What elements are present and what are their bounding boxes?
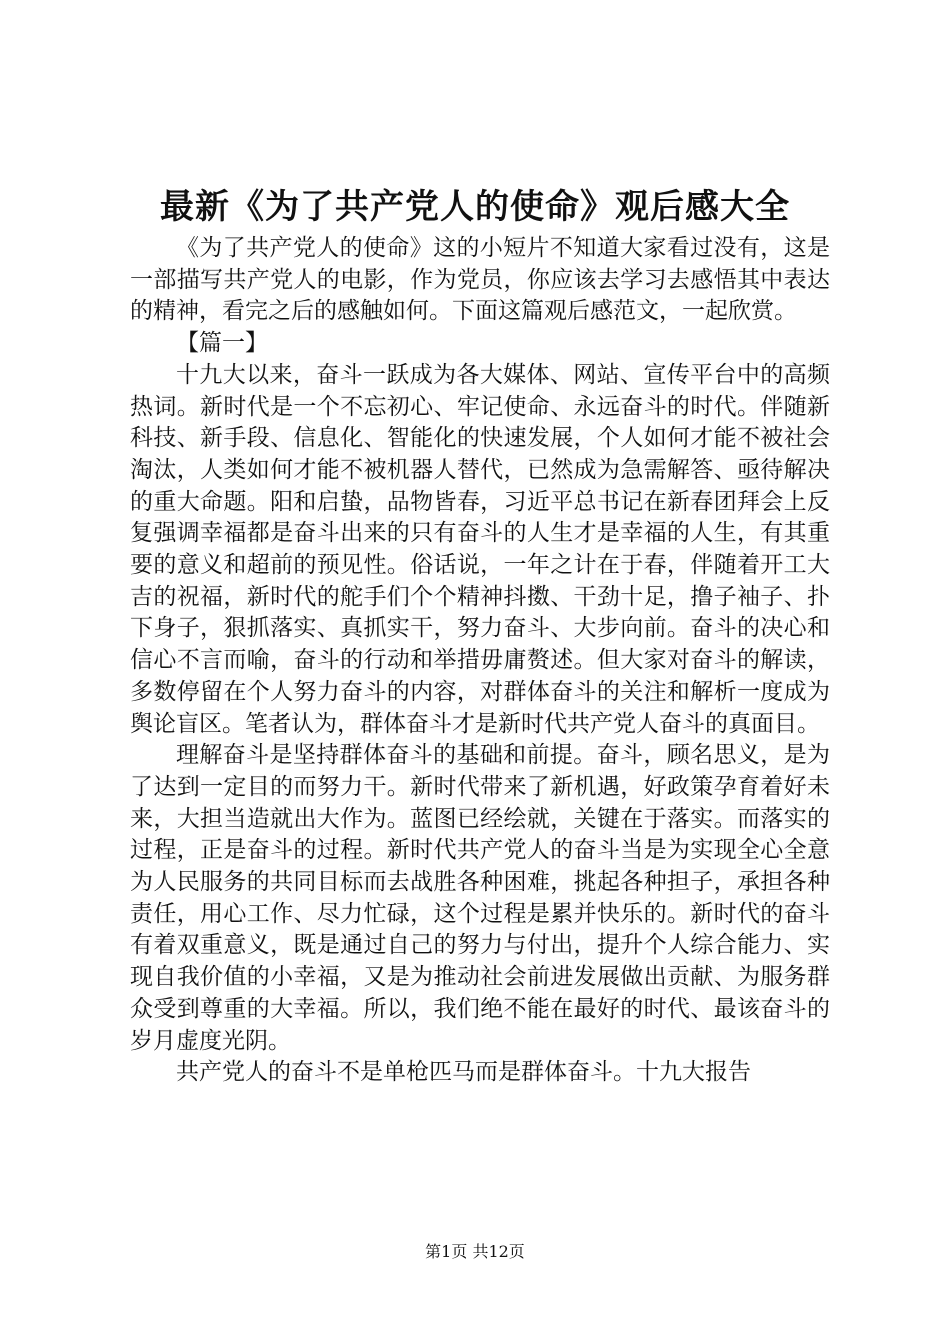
- paragraph: 理解奋斗是坚持群体奋斗的基础和前提。奋斗，顾名思义，是为了达到一定目的而努力干。新时代带来了新机遇，好政策孕育着好未来，大担当造就出大作为。蓝图已经绘就，关键在于落实。而落实的过程，正是奋斗的过程。新时代共产党人的奋斗当是为实现全心全意为人民服务的共同目标而去战胜各种困难，挑起各种担子，承担各种责任，用心工作、尽力忙碌，这个过程是累并快乐的。新时代的奋斗有着双重意义，既是通过自己的努力与付出，提升个人综合能力、实现自我价值的小幸福，又是为推动社会前进发展做出贡献、为服务群众受到尊重的大幸福。所以，我们绝不能在最好的时代、最该奋斗的岁月虚度光阴。: [130, 742, 830, 1054]
- document-body: [130, 233, 830, 1089]
- paragraph-intro: 《为了共产党人的使命》这的小短片不知道大家看过没有，这是一部描写共产党人的电影，作为党员，你应该去学习去感悟其中表达的精神，看完之后的感触如何。下面这篇观后感范文，一起欣赏。: [130, 235, 830, 325]
- section-heading: 【篇一】: [176, 330, 268, 357]
- document-title: 最新《为了共产党人的使命》观后感大全: [160, 187, 790, 227]
- paragraph: 十九大以来，奋斗一跃成为各大媒体、网站、宣传平台中的高频热词。新时代是一个不忘初心、牢记使命、永远奋斗的时代。伴随新科技、新手段、信息化、智能化的快速发展，个人如何才能不被社会淘汰，人类如何才能不被机器人替代，已然成为急需解答、亟待解决的重大命题。阳和启蛰，品物皆春，习近平总书记在新春团拜会上反复强调幸福都是奋斗出来的只有奋斗的人生才是幸福的人生，有其重要的意义和超前的预见性。俗话说，一年之计在于春，伴随着开工大吉的祝福，新时代的舵手们个个精神抖擞、干劲十足，撸子袖子、扑下身子，狠抓落实、真抓实干，努力奋斗、大步向前。奋斗的决心和信心不言而喻，奋斗的行动和举措毋庸赘述。但大家对奋斗的解读，多数停留在个人努力奋斗的内容，对群体奋斗的关注和解析一度成为舆论盲区。笔者认为，群体奋斗才是新时代共产党人奋斗的真面目。: [130, 361, 830, 737]
- page-number-footer: 第1页 共12页: [425, 1242, 525, 1261]
- paragraph: 共产党人的奋斗不是单枪匹马而是群体奋斗。十九大报告: [176, 1059, 751, 1086]
